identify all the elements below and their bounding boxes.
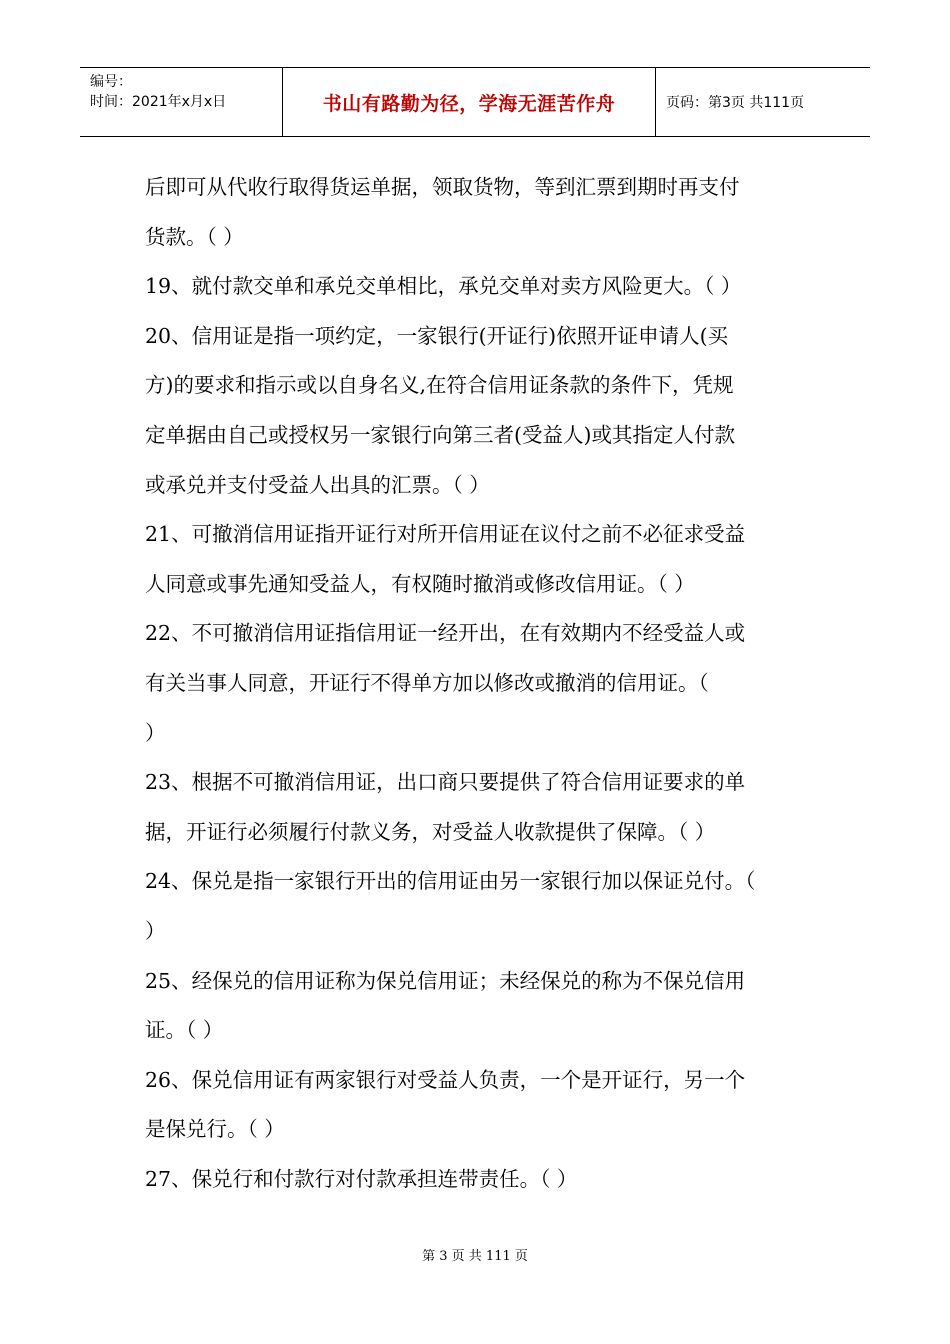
document-body	[145, 163, 810, 1204]
text-line: 后即可从代收行取得货运单据，领取货物，等到汇票到期时再支付	[145, 175, 740, 199]
header-page-info: 页码：第3页 共111页	[666, 95, 805, 111]
text-line: 有关当事人同意，开证行不得单方加以修改或撤消的信用证。（	[145, 670, 709, 695]
document-date: 时间：2021年x月x日	[90, 94, 227, 110]
text-line: ）	[145, 720, 166, 745]
text-line: 方)的要求和指示或以自身名义,在符合信用证条款的条件下，凭规	[145, 373, 734, 398]
text-line: 货款。（ ）	[145, 224, 244, 249]
text-line: 19、就付款交单和承兑交单相比，承兑交单对卖方风险更大。（ ）	[145, 274, 742, 299]
document-code-label: 编号：	[90, 74, 132, 90]
text-line: 25、经保兑的信用证称为保兑信用证；未经保兑的称为不保兑信用	[145, 968, 746, 993]
text-line: 24、保兑是指一家银行开出的信用证由另一家银行加以保证兑付。（	[145, 869, 756, 894]
text-line: 是保兑行。（ ）	[145, 1117, 285, 1142]
text-line: 21、可撤消信用证指开证行对所开信用证在议付之前不必征求受益	[145, 522, 746, 547]
page-header	[80, 67, 870, 137]
text-line: ）	[145, 918, 166, 943]
text-line: 20、信用证是指一项约定，一家银行(开证行)依照开证申请人(买	[145, 323, 729, 348]
header-motto: 书山有路勤为径，学海无涯苦作舟	[282, 68, 656, 136]
text-line: 27、保兑行和付款行对付款承担连带责任。（ ）	[145, 1166, 578, 1191]
text-line: 或承兑并支付受益人出具的汇票。（ ）	[145, 472, 490, 497]
text-line: 26、保兑信用证有两家银行对受益人负责，一个是开证行，另一个	[145, 1067, 746, 1092]
text-line: 人同意或事先通知受益人，有权随时撤消或修改信用证。（ ）	[145, 571, 695, 596]
text-line: 23、根据不可撤消信用证，出口商只要提供了符合信用证要求的单	[145, 770, 746, 795]
header-meta	[80, 68, 282, 136]
text-line: 22、不可撤消信用证指信用证一经开出，在有效期内不经受益人或	[145, 621, 746, 646]
text-line: 定单据由自己或授权另一家银行向第三者(受益人)或其指定人付款	[145, 422, 735, 447]
text-line: 据，开证行必须履行付款义务，对受益人收款提供了保障。（ ）	[145, 819, 716, 844]
text-line: 证。（ ）	[145, 1018, 224, 1043]
page-footer: 第 3 页 共 111 页	[422, 1249, 528, 1264]
